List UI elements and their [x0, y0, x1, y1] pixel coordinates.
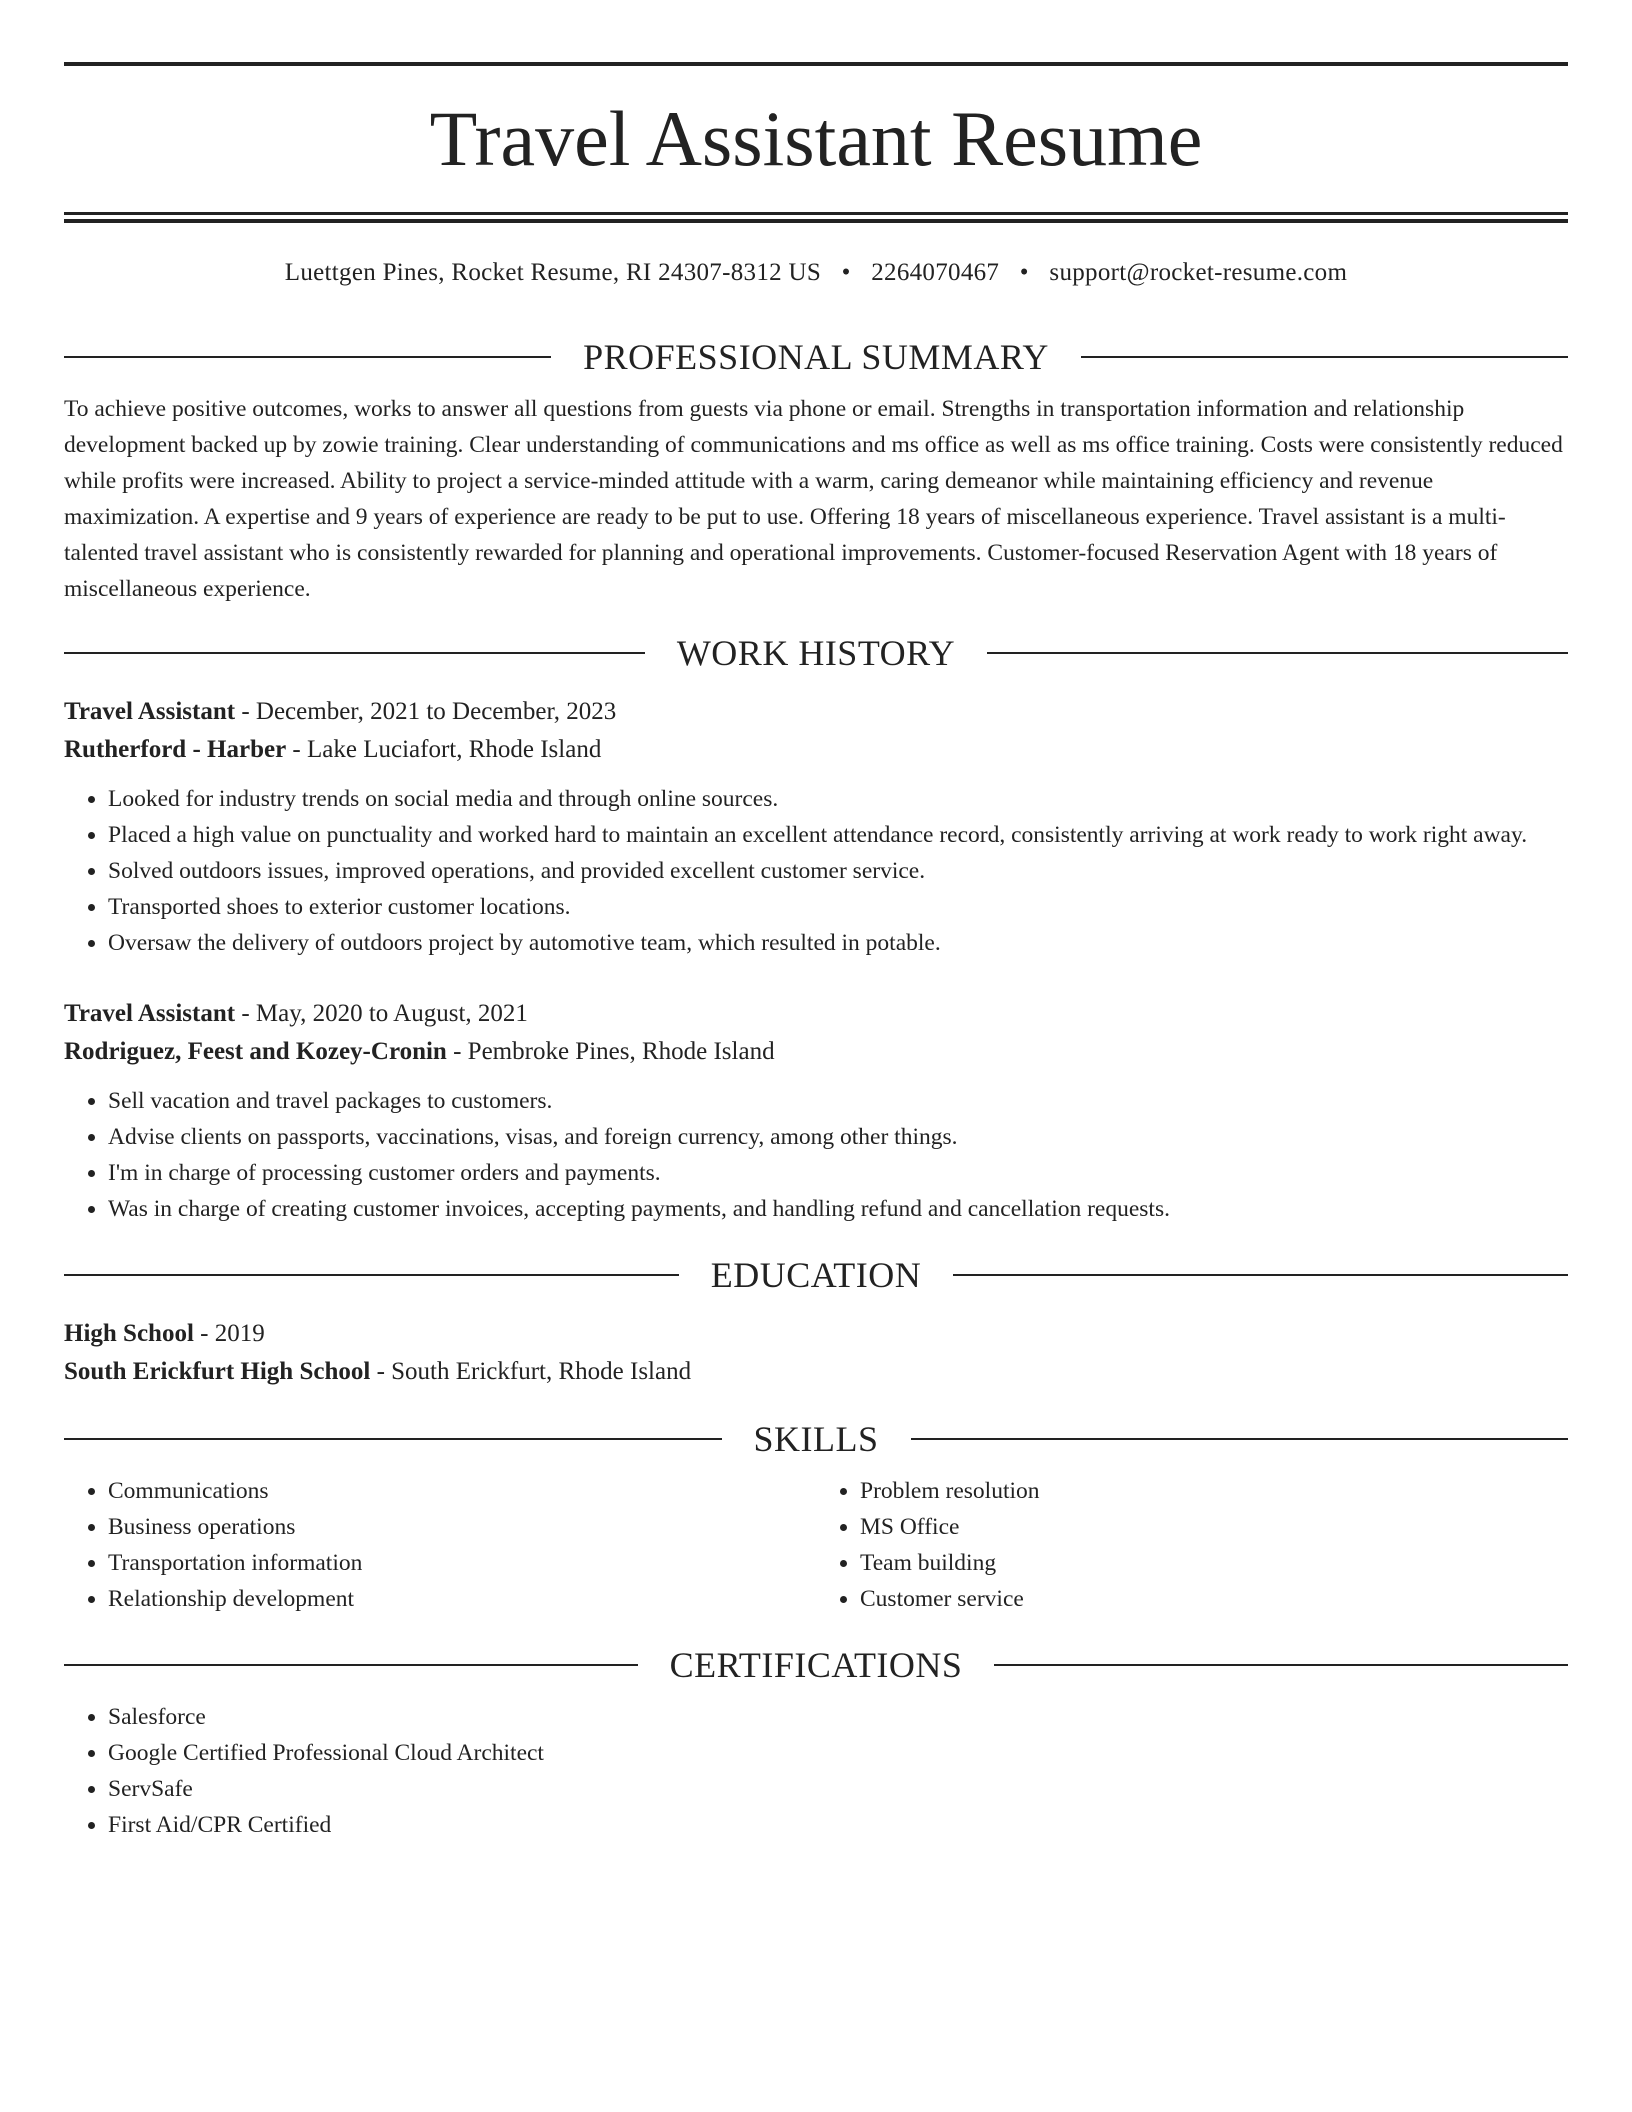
job-company-line: [64, 731, 1568, 769]
job-title-line: [64, 693, 1568, 731]
job-entry: [64, 693, 1568, 961]
education-school: South Erickfurt High School: [64, 1358, 371, 1385]
contact-separator: •: [1019, 259, 1029, 286]
list-item: • Communications: [108, 1473, 816, 1509]
education-year: - 2019: [193, 1320, 265, 1347]
list-item: • Google Certified Professional Cloud Architect: [108, 1735, 1568, 1771]
job-company-line: [64, 1033, 1568, 1071]
job-duties-list: [64, 781, 1568, 961]
list-item: • Was in charge of creating customer invoices, accepting payments, and handling refund and cancellation requests.: [108, 1191, 1568, 1227]
section-rule: [994, 1664, 1568, 1666]
job-company: Rutherford - Harber: [64, 736, 287, 763]
skills-list-right: [816, 1473, 1568, 1617]
contact-phone: 2264070467: [871, 259, 1000, 286]
list-item: • ServSafe: [108, 1771, 1568, 1807]
section-title-education: EDUCATION: [710, 1255, 922, 1295]
list-item: • Problem resolution: [860, 1473, 1568, 1509]
section-title-skills: SKILLS: [753, 1419, 879, 1459]
education-degree: High School: [64, 1320, 194, 1347]
section-rule: [911, 1438, 1569, 1440]
section-rule: [987, 652, 1568, 654]
list-item: • Salesforce: [108, 1699, 1568, 1735]
section-header-skills: [64, 1417, 1568, 1461]
section-header-work: [64, 631, 1568, 675]
section-rule: [1081, 356, 1568, 358]
contact-line: [64, 257, 1568, 289]
list-item: • Customer service: [860, 1581, 1568, 1617]
contact-email: support@rocket-resume.com: [1049, 259, 1348, 286]
section-rule: [64, 652, 645, 654]
job-title: Travel Assistant: [64, 698, 236, 725]
section-rule: [64, 356, 551, 358]
section-title-work: WORK HISTORY: [676, 633, 956, 673]
job-dates: - December, 2021 to December, 2023: [235, 698, 617, 725]
list-item: • Advise clients on passports, vaccinations, visas, and foreign currency, among other things.: [108, 1119, 1568, 1155]
education-degree-line: [64, 1315, 1568, 1353]
list-item: • Looked for industry trends on social media and through online sources.: [108, 781, 1568, 817]
skills-list-left: [64, 1473, 816, 1617]
list-item: • Sell vacation and travel packages to customers.: [108, 1083, 1568, 1119]
list-item: • Relationship development: [108, 1581, 816, 1617]
list-item: • Oversaw the delivery of outdoors project by automotive team, which resulted in potable.: [108, 925, 1568, 961]
list-item: • Placed a high value on punctuality and worked hard to maintain an excellent attendance record, consistently arriving at work ready to work right away.: [108, 817, 1568, 853]
list-item: • Team building: [860, 1545, 1568, 1581]
section-title-certifications: CERTIFICATIONS: [669, 1645, 963, 1685]
list-item: • Solved outdoors issues, improved operations, and provided excellent customer service.: [108, 853, 1568, 889]
list-item: • Transported shoes to exterior customer locations.: [108, 889, 1568, 925]
job-dates: - May, 2020 to August, 2021: [235, 1000, 528, 1027]
skills-grid: [64, 1473, 1568, 1617]
section-rule: [64, 1438, 722, 1440]
job-title-line: [64, 995, 1568, 1033]
list-item: • First Aid/CPR Certified: [108, 1807, 1568, 1843]
list-item: • I'm in charge of processing customer orders and payments.: [108, 1155, 1568, 1191]
job-entry: [64, 995, 1568, 1227]
list-item: • Business operations: [108, 1509, 816, 1545]
summary-text: To achieve positive outcomes, works to answer all questions from guests via phone or email. Strengths in transportation information and relationship development backed up by zowie training. Clear understanding of communications and ms office as well as ms office training. Costs were consistently reduced while profits were increased. Ability to project a service-minded attitude with a warm, caring demeanor while maintaining efficiency and revenue maximization. A expertise and 9 years of experience are ready to be put to use. Offering 18 years of miscellaneous experience. Travel assistant is a multi-talented travel assistant who is consistently rewarded for planning and operational improvements. Customer-focused Reservation Agent with 18 years of miscellaneous experience.: [64, 396, 1563, 602]
resume-title: Travel Assistant Resume: [429, 95, 1203, 182]
job-location: - Pembroke Pines, Rhode Island: [446, 1038, 775, 1065]
section-title-summary: PROFESSIONAL SUMMARY: [583, 337, 1049, 377]
certifications-list: [64, 1699, 1568, 1843]
education-entry: [64, 1315, 1568, 1391]
contact-separator: •: [841, 259, 851, 286]
title-double-rule: [64, 212, 1568, 223]
section-rule: [64, 1274, 679, 1276]
section-header-certifications: [64, 1643, 1568, 1687]
section-rule: [953, 1274, 1568, 1276]
job-duties-list: [64, 1083, 1568, 1227]
list-item: • MS Office: [860, 1509, 1568, 1545]
list-item: • Transportation information: [108, 1545, 816, 1581]
job-location: - Lake Luciafort, Rhode Island: [286, 736, 602, 763]
job-title: Travel Assistant: [64, 1000, 236, 1027]
job-company: Rodriguez, Feest and Kozey-Cronin: [64, 1038, 447, 1065]
contact-address: Luettgen Pines, Rocket Resume, RI 24307-8312 US: [284, 259, 822, 286]
section-rule: [64, 1664, 638, 1666]
top-rule: [64, 62, 1568, 66]
education-school-line: [64, 1353, 1568, 1391]
section-header-summary: [64, 335, 1568, 379]
education-location: - South Erickfurt, Rhode Island: [370, 1358, 692, 1385]
section-header-education: [64, 1253, 1568, 1297]
